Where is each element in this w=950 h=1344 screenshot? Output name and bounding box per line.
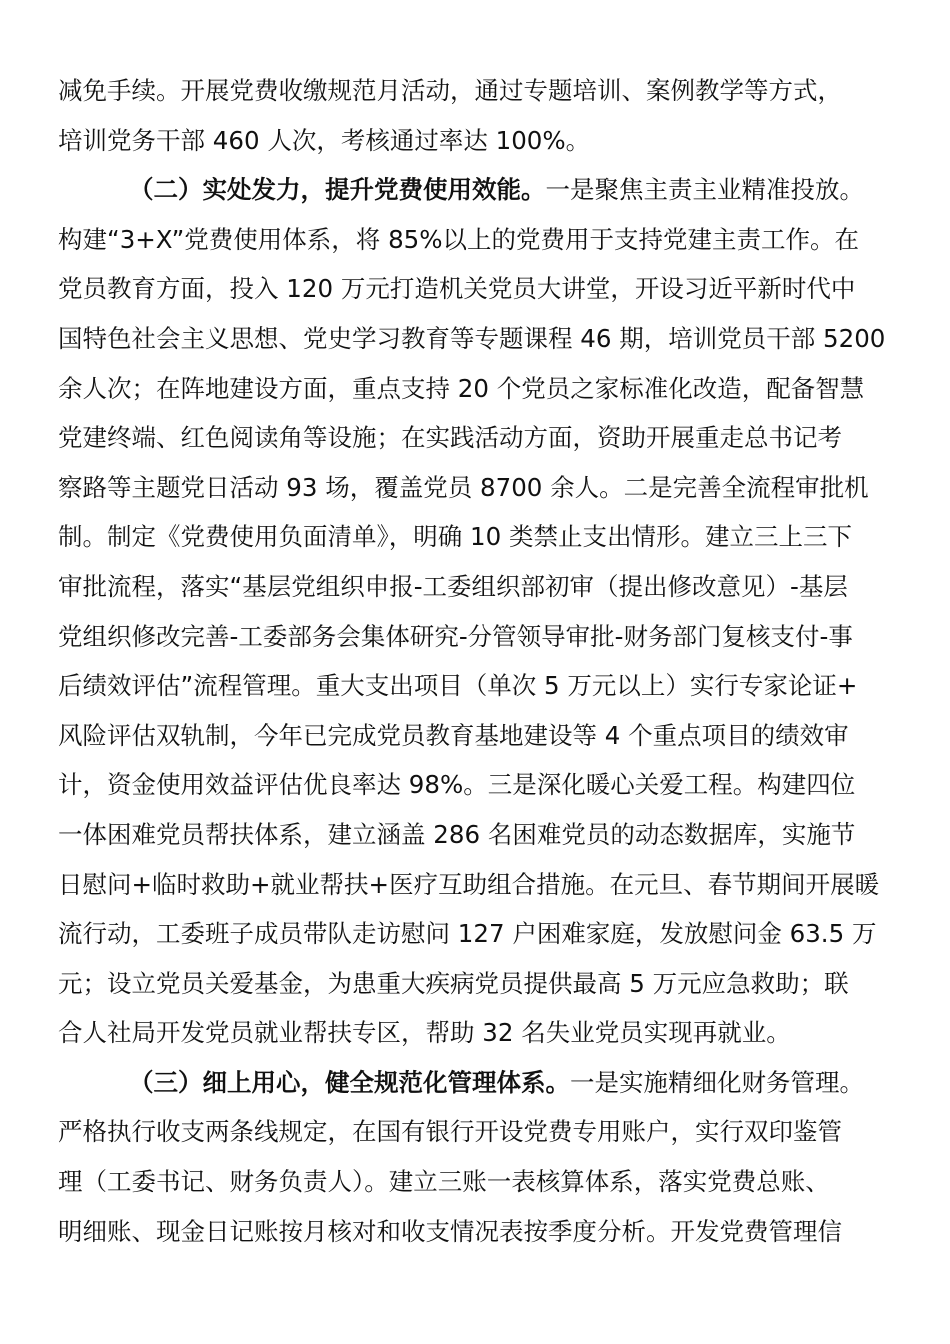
text-line: 制。制定《党费使用负面清单》，明确 10 类禁止支出情形。建立三上三下 [58, 522, 852, 552]
text-line: 严格执行收支两条线规定，在国有银行开设党费专用账户，实行双印鉴管 [58, 1117, 842, 1147]
text-line: 构建“3+X”党费使用体系，将 85%以上的党费用于支持党建主责工作。在 [58, 224, 860, 254]
text-line: 计，资金使用效益评估优良率达 98%。三是深化暖心关爱工程。构建四位 [58, 770, 856, 800]
text-line: 余人次；在阵地建设方面，重点支持 20 个党员之家标准化改造，配备智慧 [58, 373, 865, 403]
text-line: 党建终端、红色阅读角等设施；在实践活动方面，资助开展重走总书记考 [58, 423, 842, 453]
text-line [58, 165, 894, 215]
section-heading: （二）实处发力，提升党费使用效能。 [129, 175, 546, 205]
text-run: 一是聚焦主责主业精准投放。 [545, 175, 865, 205]
text-line: 党员教育方面，投入 120 万元打造机关党员大讲堂，开设习近平新时代中 [58, 274, 856, 304]
text-line: 后绩效评估”流程管理。重大支出项目（单次 5 万元以上）实行专家论证+ [58, 671, 858, 701]
text-line: 审批流程，落实“基层党组织申报-工委组织部初审（提出修改意见）-基层 [58, 571, 848, 601]
text-line: 培训党务干部 460 人次，考核通过率达 100%。 [58, 125, 591, 155]
paragraph-section-3 [58, 1058, 894, 1256]
text-line: 国特色社会主义思想、党史学习教育等专题课程 46 期，培训党员干部 5200 [58, 323, 886, 353]
text-line: 风险评估双轨制，今年已完成党员教育基地建设等 4 个重点项目的绩效审 [58, 720, 849, 750]
text-line [58, 1058, 894, 1108]
paragraph-continuation [58, 66, 894, 165]
text-run: 一是实施精细化财务管理。 [570, 1067, 865, 1097]
section-heading: （三）细上用心，健全规范化管理体系。 [129, 1067, 571, 1097]
text-line: 元；设立党员关爱基金，为患重大疾病党员提供最高 5 万元应急救助；联 [58, 968, 849, 998]
text-line: 日慰问+临时救助+就业帮扶+医疗互助组合措施。在元旦、春节期间开展暖 [58, 869, 880, 899]
text-line: 减免手续。开展党费收缴规范月活动，通过专题培训、案例教学等方式， [58, 76, 842, 105]
text-line: 流行动，工委班子成员带队走访慰问 127 户困难家庭，发放慰问金 63.5 万 [58, 919, 877, 949]
text-line: 察路等主题党日活动 93 场，覆盖党员 8700 余人。二是完善全流程审批机 [58, 472, 869, 502]
paragraph-section-2 [58, 165, 894, 1058]
text-line: 党组织修改完善-工委部务会集体研究-分管领导审批-财务部门复核支付-事 [58, 621, 853, 651]
text-line: 理（工委书记、财务负责人）。建立三账一表核算体系，落实党费总账、 [58, 1167, 830, 1197]
text-line: 明细账、现金日记账按月核对和收支情况表按季度分析。开发党费管理信 [58, 1216, 842, 1246]
text-line: 一体困难党员帮扶体系，建立涵盖 286 名困难党员的动态数据库，实施节 [58, 819, 856, 849]
text-line: 合人社局开发党员就业帮扶专区，帮助 32 名失业党员实现再就业。 [58, 1018, 791, 1048]
document-page [58, 66, 894, 1256]
